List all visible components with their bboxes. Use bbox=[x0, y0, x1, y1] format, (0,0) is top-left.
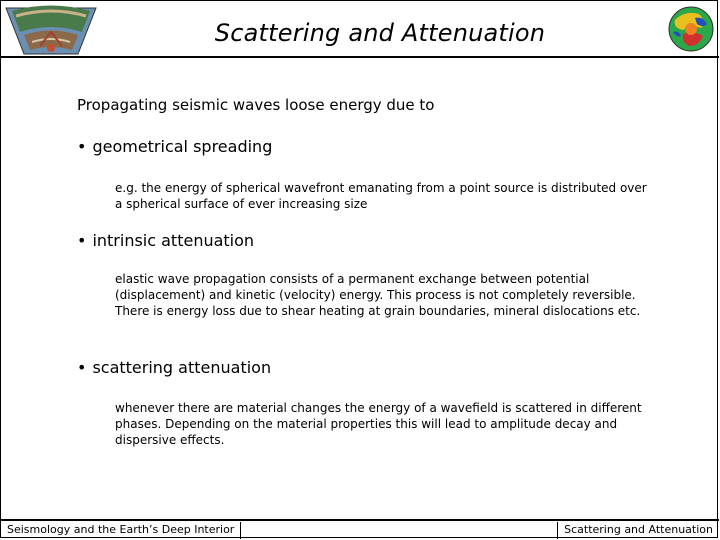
bullet-geometrical-spreading bbox=[77, 137, 272, 156]
footer-course-title: Seismology and the Earth’s Deep Interior bbox=[1, 522, 241, 539]
bullet-icon: • bbox=[77, 137, 87, 156]
slide-title: Scattering and Attenuation bbox=[214, 19, 546, 47]
bullet-description: e.g. the energy of spherical wavefront emanating from a point source is distributed over a spherical surface of ever increasing size bbox=[115, 181, 647, 211]
bullet-heading: geometrical spreading bbox=[92, 137, 273, 156]
bullet-scattering-attenuation bbox=[77, 358, 271, 377]
slide-content bbox=[1, 58, 719, 522]
bullet-icon: • bbox=[77, 358, 87, 377]
bullet-icon: • bbox=[77, 231, 87, 250]
bullet-intrinsic-attenuation bbox=[77, 231, 254, 250]
slide-footer bbox=[1, 519, 719, 537]
footer-slide-topic: Scattering and Attenuation bbox=[557, 522, 719, 539]
earth-cross-section-icon bbox=[2, 2, 100, 56]
slide-header bbox=[1, 1, 719, 58]
bullet-description: whenever there are material changes the energy of a wavefield is scattered in different phases. Depending on the material properties this will lead to amplitude decay and dispersive effects. bbox=[115, 401, 642, 447]
bullet-heading: intrinsic attenuation bbox=[92, 231, 255, 250]
bullet-description: elastic wave propagation consists of a permanent exchange between potential (displacement) and kinetic (velocity) energy. This process is not completely reversible. There is energy loss due to shear heating at grain boundaries, mineral dislocations etc. bbox=[115, 272, 641, 318]
bullet-heading: scattering attenuation bbox=[92, 358, 272, 377]
tomography-globe-icon bbox=[665, 2, 717, 56]
intro-text: Propagating seismic waves loose energy due to bbox=[77, 96, 435, 114]
